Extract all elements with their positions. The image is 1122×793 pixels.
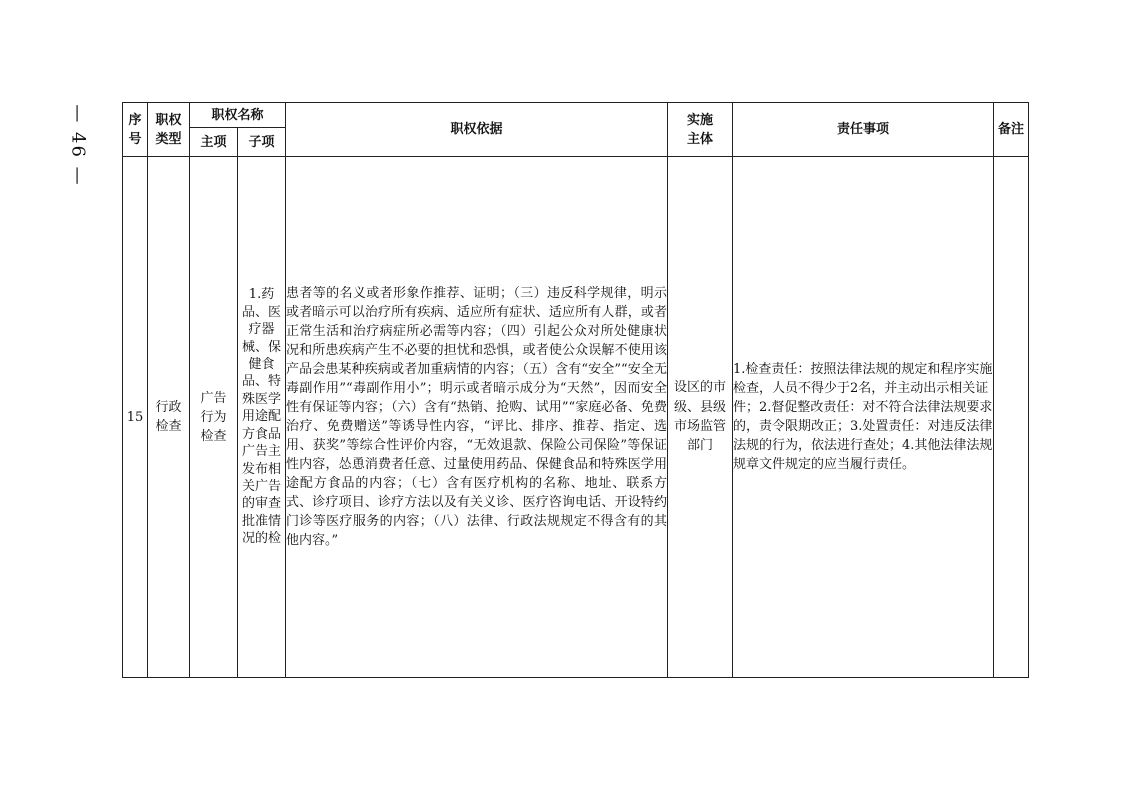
cell-sub-item: 1.药品、医疗器械、保健食品、特殊医学用途配方食品广告主发布相关广告的审查批准情况的检 [238, 157, 286, 678]
cell-type: 行政检查 [148, 157, 190, 678]
page-number: — 46 — [67, 103, 89, 187]
header-duty: 责任事项 [733, 103, 994, 157]
table-row [123, 157, 1029, 678]
header-name-group: 职权名称 [190, 103, 286, 128]
header-row-top [123, 103, 1029, 128]
cell-remark [994, 157, 1029, 678]
header-agency: 实施主体 [668, 103, 733, 157]
cell-basis: 患者等的名义或者形象作推荐、证明；（三）违反科学规律，明示或者暗示可以治疗所有疾病、适应所有症状、适应所有人群，或者正常生活和治疗病症所必需等内容；（四）引起公众对所处健康状况和所患疾病产生不必要的担忧和恐惧，或者使公众误解不使用该产品会患某种疾病或者加重病情的内容；（五）含有“安全”“安全无毒副作用”“毒副作用小”；明示或者暗示成分为“天然”，因而安全性有保证等内容；（六）含有“热销、抢购、试用”“家庭必备、免费治疗、免费赠送”等诱导性内容，“评比、排序、推荐、指定、选用、获奖”等综合性评价内容，“无效退款、保险公司保险”等保证性内容，怂恿消费者任意、过量使用药品、保健食品和特殊医学用途配方食品的内容；（七）含有医疗机构的名称、地址、联系方式、诊疗项目、诊疗方法以及有关义诊、医疗咨询电话、开设特约门诊等医疗服务的内容；（八）法律、行政法规规定不得含有的其他内容。” [286, 157, 668, 678]
cell-agency: 设区的市级、县级市场监管部门 [668, 157, 733, 678]
cell-duty: 1.检查责任：按照法律法规的规定和程序实施检查，人员不得少于2名，并主动出示相关证件；2.督促整改责任：对不符合法律法规要求的，责令限期改正；3.处置责任：对违反法律法规的行为，依法进行查处；4.其他法律法规规章文件规定的应当履行责任。 [733, 157, 994, 678]
header-remark: 备注 [994, 103, 1029, 157]
page-number-wrapper [58, 100, 98, 190]
header-main-item: 主项 [190, 128, 238, 157]
authority-table [122, 102, 1029, 678]
cell-seq: 15 [123, 157, 148, 678]
header-type: 职权类型 [148, 103, 190, 157]
header-seq: 序号 [123, 103, 148, 157]
cell-main-item: 广告行为检查 [190, 157, 238, 678]
header-basis: 职权依据 [286, 103, 668, 157]
header-sub-item: 子项 [238, 128, 286, 157]
